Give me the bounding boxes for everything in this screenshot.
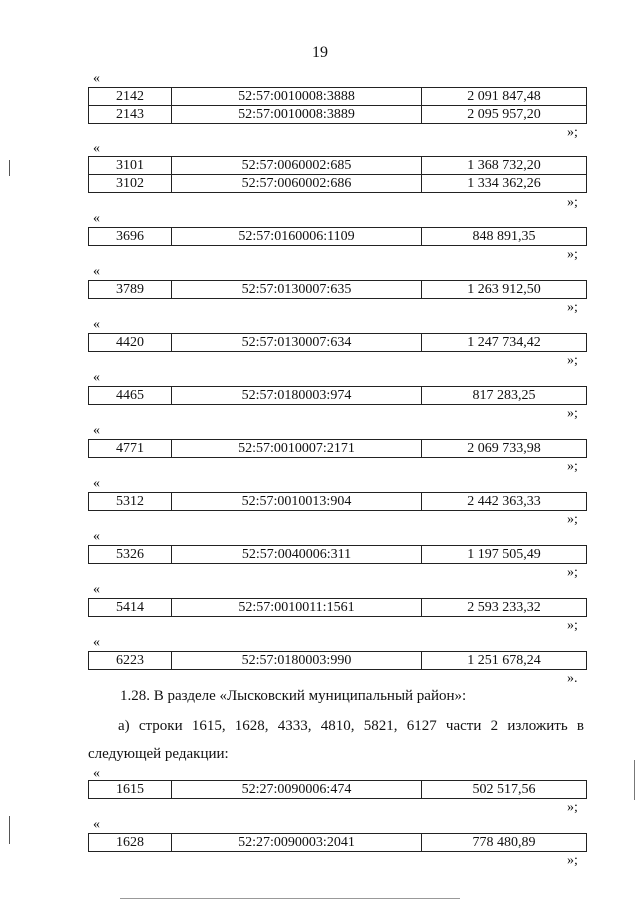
scan-margin-mark	[9, 160, 10, 176]
row-number: 4465	[89, 387, 172, 405]
table-row	[89, 88, 587, 106]
close-quote: »;	[567, 353, 578, 368]
cadastral-number: 52:57:0180003:990	[172, 652, 422, 670]
cadastral-value: 1 368 732,20	[422, 157, 587, 175]
record-table	[88, 833, 587, 852]
row-number: 3696	[89, 228, 172, 246]
table-row	[89, 175, 587, 193]
table-row	[89, 781, 587, 799]
table-row	[89, 652, 587, 670]
record-table	[88, 333, 587, 352]
cadastral-value: 2 069 733,98	[422, 440, 587, 458]
row-number: 3102	[89, 175, 172, 193]
close-quote: »;	[567, 459, 578, 474]
row-number: 4420	[89, 334, 172, 352]
table-row	[89, 834, 587, 852]
open-quote: «	[93, 211, 100, 226]
cadastral-number: 52:57:0040006:311	[172, 546, 422, 564]
close-quote: »;	[567, 800, 578, 815]
close-quote: »;	[567, 853, 578, 868]
open-quote: «	[93, 317, 100, 332]
record-table	[88, 439, 587, 458]
cadastral-number: 52:57:0060002:685	[172, 157, 422, 175]
record-table	[88, 545, 587, 564]
cadastral-value: 2 091 847,48	[422, 88, 587, 106]
section-item-a: а) строки 1615, 1628, 4333, 4810, 5821, 6127 части 2 изложить в	[118, 718, 584, 734]
row-number: 2143	[89, 106, 172, 124]
row-number: 6223	[89, 652, 172, 670]
record-table	[88, 280, 587, 299]
table-row	[89, 157, 587, 175]
cadastral-number: 52:57:0010011:1561	[172, 599, 422, 617]
cadastral-value: 1 334 362,26	[422, 175, 587, 193]
close-quote: »;	[567, 512, 578, 527]
row-number: 5312	[89, 493, 172, 511]
section-item-a-continuation: следующей редакции:	[88, 746, 229, 762]
record-table	[88, 87, 587, 124]
cadastral-number: 52:57:0160006:1109	[172, 228, 422, 246]
scan-margin-mark	[634, 760, 635, 800]
table-row	[89, 334, 587, 352]
cadastral-value: 1 251 678,24	[422, 652, 587, 670]
table-row	[89, 493, 587, 511]
cadastral-value: 1 197 505,49	[422, 546, 587, 564]
cadastral-number: 52:27:0090003:2041	[172, 834, 422, 852]
close-quote: »;	[567, 565, 578, 580]
close-quote-final: ».	[567, 671, 578, 686]
cadastral-value: 2 442 363,33	[422, 493, 587, 511]
cadastral-value: 1 247 734,42	[422, 334, 587, 352]
open-quote: «	[93, 370, 100, 385]
record-table	[88, 227, 587, 246]
record-table	[88, 386, 587, 405]
table-row	[89, 440, 587, 458]
record-table	[88, 156, 587, 193]
row-number: 5414	[89, 599, 172, 617]
row-number: 2142	[89, 88, 172, 106]
close-quote: »;	[567, 406, 578, 421]
cadastral-number: 52:57:0010008:3889	[172, 106, 422, 124]
table-row	[89, 387, 587, 405]
scan-edge-line	[120, 898, 460, 899]
close-quote: »;	[567, 247, 578, 262]
record-table	[88, 651, 587, 670]
open-quote: «	[93, 141, 100, 156]
cadastral-value: 2 095 957,20	[422, 106, 587, 124]
cadastral-value: 502 517,56	[422, 781, 587, 799]
record-table	[88, 492, 587, 511]
row-number: 4771	[89, 440, 172, 458]
cadastral-number: 52:57:0010013:904	[172, 493, 422, 511]
cadastral-value: 848 891,35	[422, 228, 587, 246]
record-table	[88, 780, 587, 799]
row-number: 1628	[89, 834, 172, 852]
open-quote: «	[93, 264, 100, 279]
cadastral-number: 52:57:0130007:634	[172, 334, 422, 352]
close-quote: »;	[567, 125, 578, 140]
cadastral-number: 52:57:0180003:974	[172, 387, 422, 405]
cadastral-value: 817 283,25	[422, 387, 587, 405]
page-number: 19	[312, 44, 328, 61]
open-quote: «	[93, 766, 100, 781]
close-quote: »;	[567, 195, 578, 210]
record-table	[88, 598, 587, 617]
cadastral-number: 52:57:0060002:686	[172, 175, 422, 193]
close-quote: »;	[567, 300, 578, 315]
row-number: 5326	[89, 546, 172, 564]
cadastral-number: 52:27:0090006:474	[172, 781, 422, 799]
open-quote: «	[93, 71, 100, 86]
cadastral-number: 52:57:0010008:3888	[172, 88, 422, 106]
section-heading: 1.28. В разделе «Лысковский муниципальный район»:	[120, 688, 467, 704]
row-number: 3789	[89, 281, 172, 299]
cadastral-number: 52:57:0010007:2171	[172, 440, 422, 458]
cadastral-value: 1 263 912,50	[422, 281, 587, 299]
open-quote: «	[93, 582, 100, 597]
table-row	[89, 228, 587, 246]
row-number: 1615	[89, 781, 172, 799]
table-row	[89, 281, 587, 299]
open-quote: «	[93, 423, 100, 438]
open-quote: «	[93, 529, 100, 544]
open-quote: «	[93, 817, 100, 832]
scan-margin-mark	[9, 816, 10, 844]
cadastral-value: 778 480,89	[422, 834, 587, 852]
open-quote: «	[93, 635, 100, 650]
table-row	[89, 546, 587, 564]
open-quote: «	[93, 476, 100, 491]
close-quote: »;	[567, 618, 578, 633]
row-number: 3101	[89, 157, 172, 175]
cadastral-number: 52:57:0130007:635	[172, 281, 422, 299]
table-row	[89, 599, 587, 617]
cadastral-value: 2 593 233,32	[422, 599, 587, 617]
table-row	[89, 106, 587, 124]
